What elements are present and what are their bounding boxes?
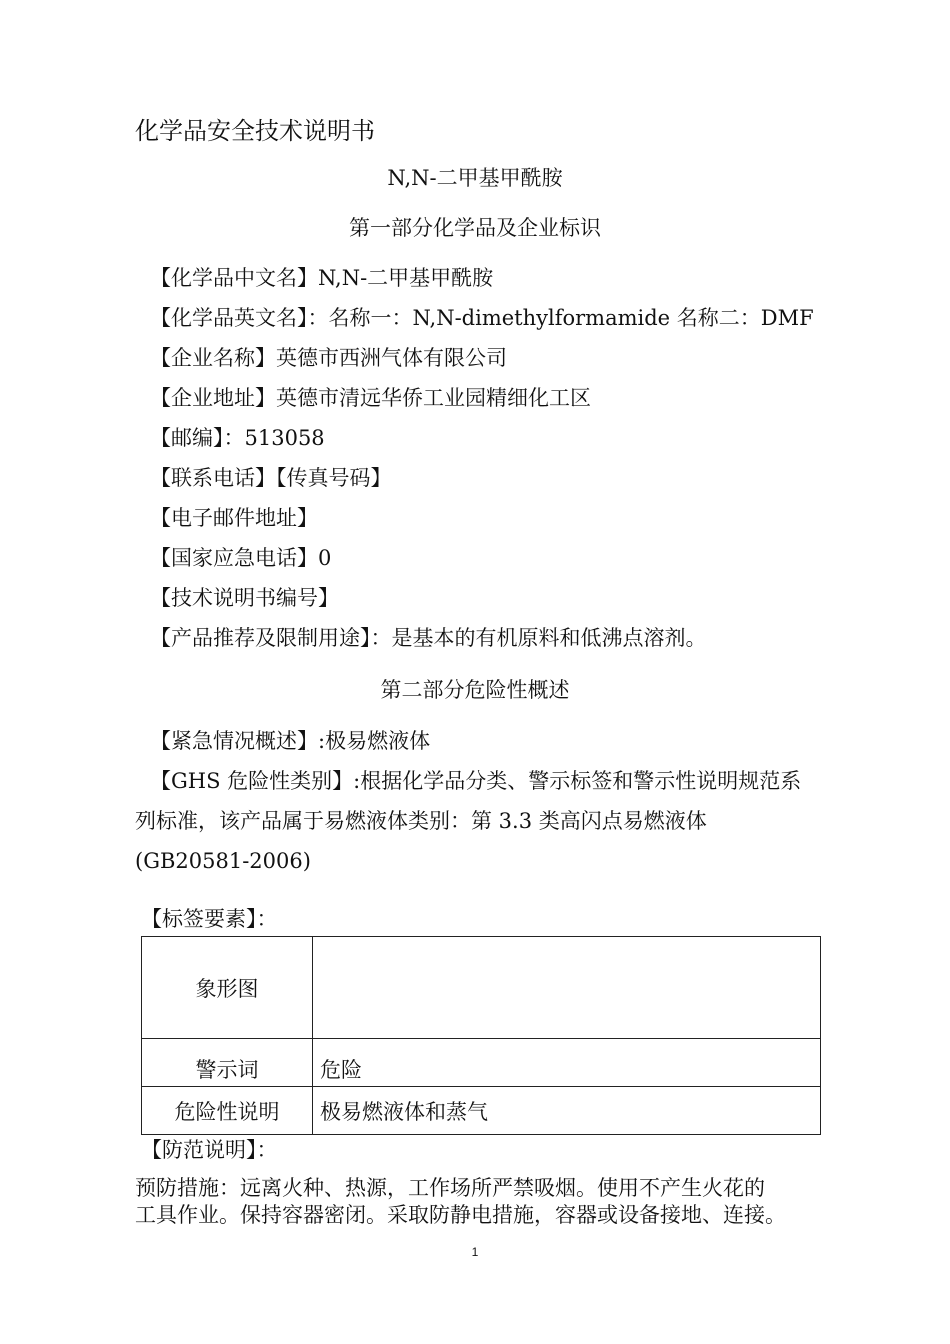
table-row [142,1087,821,1135]
email-line: 【电子邮件地址】 [150,506,318,530]
label-elements-table [141,936,821,1135]
precaution-line-1: 预防措施：远离火种、热源，工作场所严禁吸烟。使用不产生火花的 [135,1176,765,1200]
label-elements-heading: 【标签要素】： [141,907,278,931]
company-address-line: 【企业地址】英德市清远华侨工业园精细化工区 [150,386,591,410]
ghs-class-line-2: 列标准，该产品属于易燃液体类别：第 3.3 类高闪点易燃液体 [135,809,707,833]
emergency-phone-line: 【国家应急电话】0 [150,546,332,570]
hazard-statement-label: 危险性说明 [142,1087,313,1135]
precaution-heading: 【防范说明】： [141,1138,278,1162]
sds-number-line: 【技术说明书编号】 [150,586,339,610]
chinese-name-line: 【化学品中文名】N,N-二甲基甲酰胺 [150,266,494,290]
section1-heading: 第一部分化学品及企业标识 [349,216,601,240]
english-name-line: 【化学品英文名】：名称一：N,N-dimethylformamide 名称二：DMF [150,306,814,330]
recommended-use-line: 【产品推荐及限制用途】：是基本的有机原料和低沸点溶剂。 [150,626,707,650]
ghs-class-line-3: (GB20581-2006) [135,849,311,873]
postcode-line: 【邮编】：513058 [150,426,325,450]
table-row [142,937,821,1039]
ghs-class-line-1: 【GHS 危险性类别】:根据化学品分类、警示标签和警示性说明规范系 [150,769,802,793]
hazard-statement-value: 极易燃液体和蒸气 [313,1087,821,1135]
signal-word-label: 警示词 [142,1039,313,1087]
company-name-line: 【企业名称】英德市西洲气体有限公司 [150,346,507,370]
product-name-heading: N,N-二甲基甲酰胺 [387,166,563,190]
pictogram-label: 象形图 [142,937,313,1039]
document-title: 化学品安全技术说明书 [135,117,375,145]
phone-fax-line: 【联系电话】【传真号码】 [150,466,392,490]
signal-word-value: 危险 [313,1039,821,1087]
emergency-overview-line: 【紧急情况概述】:极易燃液体 [150,729,431,753]
section2-heading: 第二部分危险性概述 [380,678,570,702]
pictogram-cell [313,937,821,1039]
table-row [142,1039,821,1087]
page-number: 1 [471,1245,479,1259]
precaution-line-2: 工具作业。保持容器密闭。采取防静电措施，容器或设备接地、连接。 [135,1203,786,1227]
